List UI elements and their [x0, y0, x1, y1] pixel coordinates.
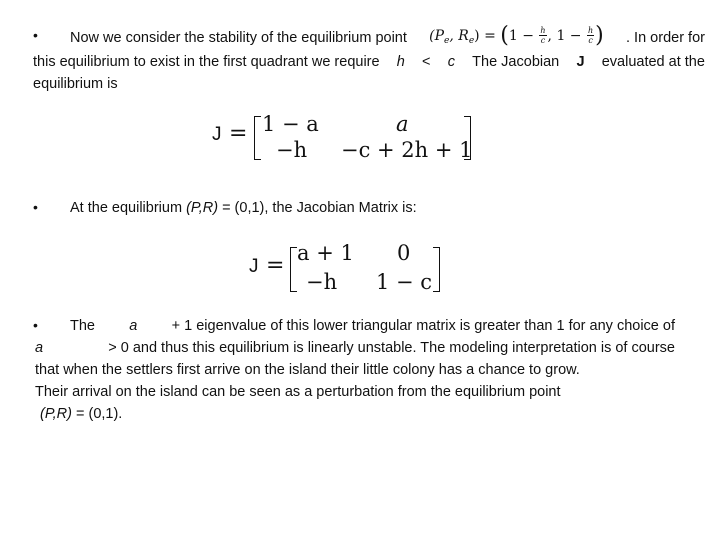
- p3-line-4: Their arrival on the island can be seen as a perturbation from the equilibrium point: [35, 384, 561, 400]
- text-p3-l5: = (0,1).: [76, 406, 123, 422]
- pe-subscript: e: [444, 35, 450, 46]
- right-paren: ): [595, 22, 604, 48]
- fraction-h-over-c-2: [587, 26, 594, 45]
- paragraph-line-2: [33, 51, 705, 73]
- re-subscript: e: [468, 35, 475, 46]
- p3-line-3: that when the settlers first arrive on the island their little colony has a chance to grow.: [35, 362, 580, 378]
- frac2-den: c: [588, 36, 593, 45]
- paragraph-line-1: [33, 22, 705, 51]
- paragraph-eigenvalue: [35, 315, 675, 425]
- one-minus-1: 1 −: [508, 27, 539, 44]
- matrix2-a11: a + 1: [297, 241, 354, 265]
- bullet-2: •: [33, 199, 38, 215]
- pe-symbol: (P: [429, 27, 445, 44]
- re-symbol: , R: [449, 27, 469, 44]
- var-a-2: a: [35, 340, 44, 356]
- frac1-den: c: [540, 36, 546, 45]
- text-p3-pr: (P,R): [40, 406, 72, 422]
- matrix2-equals: =: [266, 253, 285, 278]
- matrix1-a21: −h: [276, 138, 308, 162]
- text-intro-tail: . In order for: [626, 30, 705, 46]
- text-p3-the: The: [70, 318, 95, 334]
- p3-line-2: [35, 337, 675, 359]
- p3-line-1: [35, 315, 675, 337]
- matrix1-left-bracket: [254, 116, 261, 160]
- matrix1-a11: 1 − a: [262, 112, 319, 136]
- paragraph-equilibrium-01: [70, 197, 417, 219]
- matrix2-a21: −h: [306, 270, 338, 294]
- less-than: <: [422, 54, 431, 70]
- text-line2-a: this equilibrium to exist in the first quadrant we require: [33, 54, 380, 70]
- matrix1-equals: =: [229, 121, 248, 146]
- equals-sign: ) =: [474, 27, 501, 44]
- text-p2-a: At the equilibrium: [70, 200, 183, 216]
- matrix2-a22: 1 − c: [376, 270, 433, 294]
- matrix2-label: J: [249, 256, 259, 277]
- jacobian-symbol: J: [576, 54, 585, 70]
- text-intro-a: Now we consider the stability of the equilibrium point: [70, 30, 407, 46]
- left-paren: (: [500, 22, 509, 48]
- var-a-1: a: [129, 318, 138, 334]
- matrix1-a22: −c + 2h + 1: [341, 138, 473, 162]
- p3-line-5: [35, 403, 675, 425]
- one-minus-2: , 1 −: [547, 27, 586, 44]
- bullet-3: •: [33, 317, 38, 333]
- var-h: h: [396, 54, 405, 70]
- paragraph-line-3: equilibrium is: [33, 76, 118, 92]
- matrix2-left-bracket: [290, 247, 297, 292]
- text-p2-pr: (P,R): [186, 200, 219, 216]
- matrix2-a12: 0: [397, 241, 411, 265]
- text-p3-l1: + 1 eigenvalue of this lower triangular matrix is greater than 1 for any choice of: [171, 318, 675, 334]
- frac1-num: h: [540, 26, 546, 35]
- text-p3-l2: > 0 and thus this equilibrium is linearly unstable. The modeling interpretation is of course: [108, 340, 675, 356]
- matrix1-a12: a: [396, 112, 409, 136]
- text-line2-b: The Jacobian: [472, 54, 560, 70]
- matrix1-label: J: [212, 124, 222, 145]
- fraction-h-over-c-1: [539, 26, 546, 45]
- frac2-num: h: [588, 26, 594, 35]
- text-p2-b: = (0,1), the Jacobian Matrix is:: [222, 200, 417, 216]
- text-line2-c: evaluated at the: [601, 54, 705, 70]
- matrix2-right-bracket: [433, 247, 440, 292]
- paragraph-stability-intro: [33, 22, 705, 95]
- var-c: c: [447, 54, 455, 70]
- bullet-1: •: [33, 27, 38, 43]
- equilibrium-point-expr: [429, 22, 604, 52]
